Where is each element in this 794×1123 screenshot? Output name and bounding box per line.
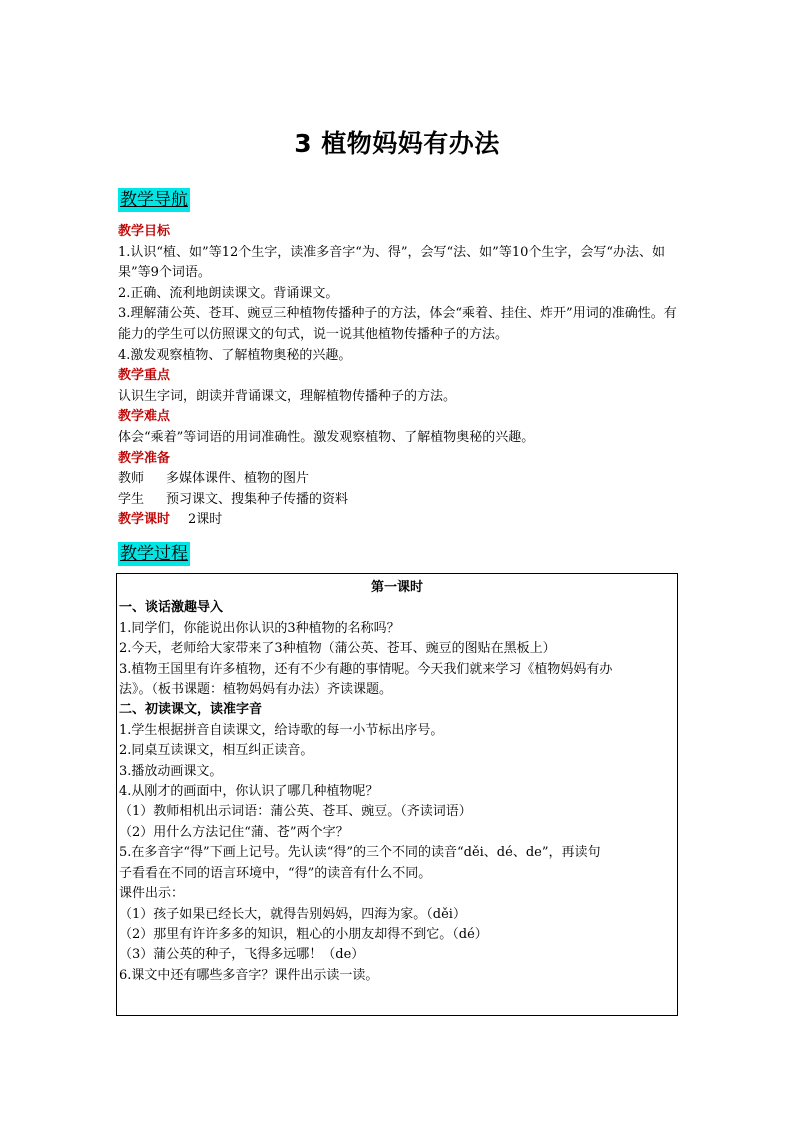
process-line: 1.同学们，你能说出你认识的3种植物的名称吗？: [119, 620, 400, 636]
process-line: 1.学生根据拼音自读课文，给诗歌的每一小节标出序号。: [119, 722, 444, 738]
difficulty-text: 体会“乘着”等词语的用词准确性。激发观察植物、了解植物奥秘的兴趣。: [118, 429, 535, 445]
process-line: 子看看在不同的语言环境中，“得”的读音有什么不同。: [119, 865, 432, 881]
process-line: 6.课文中还有哪些多音字？课件出示读一读。: [119, 967, 379, 983]
goal-item: 3.理解蒲公英、苍耳、豌豆三种植物传播种子的方法，体会“乘着、挂住、炸开”用词的准确性。有能力的学生可以仿照课文的句式，说一说其他植物传播种子的方法。: [118, 306, 677, 342]
preparation-teacher: [118, 469, 678, 490]
goal-item: 4.激发观察植物、了解植物奥秘的兴趣。: [118, 347, 352, 363]
difficulty-heading: 教学难点: [118, 409, 171, 425]
process-line: （1）孩子如果已经长大，就得告别妈妈，四海为家。（děi）: [119, 906, 466, 922]
page-title: 3 植物妈妈有办法: [294, 129, 500, 158]
process-line: （2）那里有许许多多的知识，粗心的小朋友却得不到它。（dé）: [119, 926, 488, 942]
goal-item: 1.认识“植、如”等12个生字，读准多音字“为、得”，会写“法、如”等10个生字，会写“办法、如果”等9个词语。: [118, 244, 666, 281]
teaching-guide: [118, 222, 678, 531]
preparation-text: 多媒体课件、植物的图片: [166, 471, 310, 487]
lesson-title: 第一课时: [370, 580, 423, 595]
process-line: 法》。（板书课题：植物妈妈有办法）齐读课题。: [119, 682, 393, 698]
key-points-heading: 教学重点: [118, 368, 171, 384]
preparation-role: 教师: [118, 471, 145, 487]
process-line: 课件出示：: [119, 886, 185, 902]
class-hours-text: 2课时: [188, 512, 223, 528]
process-line: （3）蒲公英的种子，飞得多远哪！（de）: [119, 947, 365, 963]
process-line: 3.植物王国里有许多植物，还有不少有趣的事情呢。今天我们就来学习《植物妈妈有办: [119, 661, 613, 677]
key-points-text: 认识生字词，朗读并背诵课文，理解植物传播种子的方法。: [118, 388, 457, 404]
preparation-heading: 教学准备: [118, 450, 171, 466]
preparation-role: 学生: [118, 491, 145, 507]
teaching-process-box: [116, 573, 678, 1016]
process-line: 5.在多音字“得”下画上记号。先认读“得”的三个不同的读音“děi、dé、de”，再读句: [119, 845, 601, 861]
process-line: 2.同桌互读课文，相互纠正读音。: [119, 743, 314, 759]
section-tag-teaching-guide: 教学导航: [120, 190, 188, 210]
process-line: 2.今天，老师给大家带来了3种植物（蒲公英、苍耳、豌豆的图贴在黑板上）: [119, 641, 556, 657]
preparation-text: 预习课文、搜集种子传播的资料: [166, 491, 349, 507]
process-line: （2）用什么方法记住“蒲、苍”两个字？: [119, 824, 349, 840]
class-hours-heading: 教学课时: [118, 512, 171, 528]
goal-item: 2.正确、流利地朗读课文。背诵课文。: [118, 285, 339, 301]
process-line: 3.播放动画课文。: [119, 763, 223, 779]
section-tag-teaching-process: 教学过程: [120, 544, 188, 564]
preparation-student: [118, 490, 678, 511]
class-hours: [118, 510, 678, 531]
process-line: 4.从刚才的画面中，你认识了哪几种植物呢？: [119, 784, 379, 800]
goals-heading: 教学目标: [118, 224, 171, 239]
part-heading: 一、谈话激趣导入: [119, 600, 224, 616]
part-heading: 二、初读课文，读准字音: [119, 702, 263, 718]
process-line: （1）教师相机出示词语：蒲公英、苍耳、豌豆。（齐读词语）: [119, 804, 472, 820]
